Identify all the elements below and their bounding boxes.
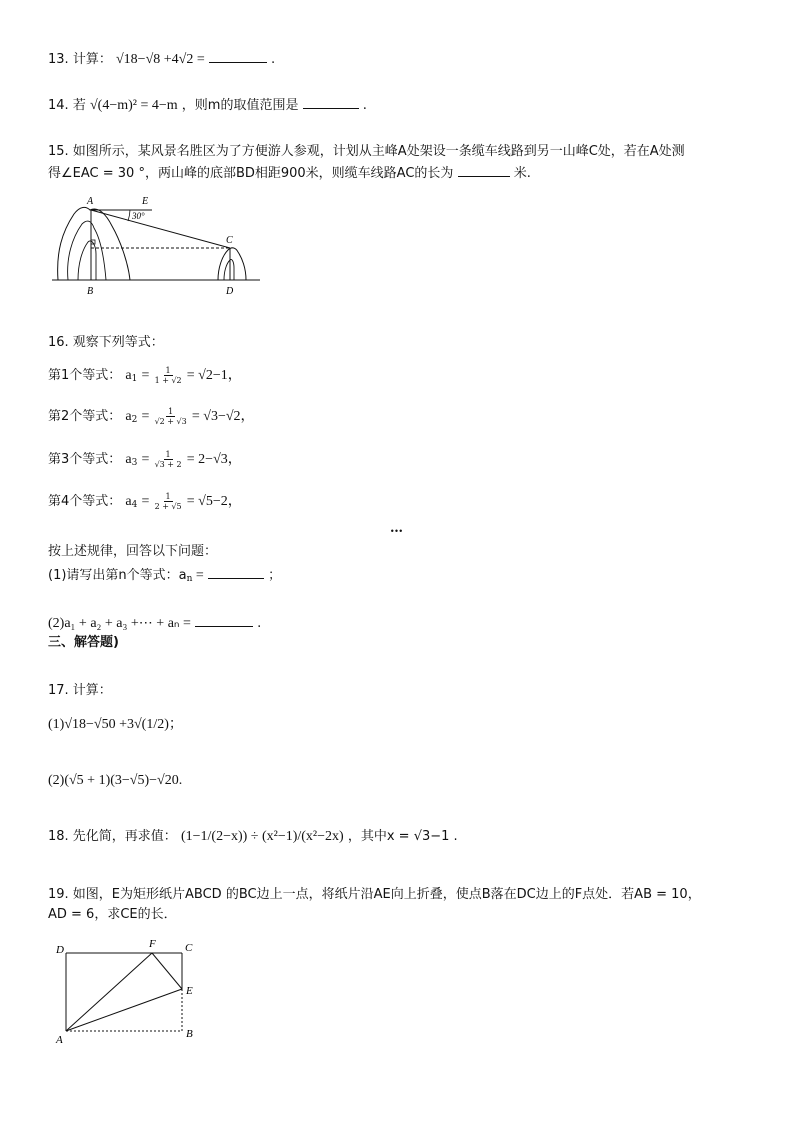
q17-part-1: (1)√18−√50 +3√(1/2)； [48, 717, 183, 732]
eq2-lhs: a [125, 409, 132, 424]
question-18 [48, 828, 458, 846]
label-B: B [186, 1028, 193, 1040]
eq2-rhs: = √3−√2， [191, 409, 255, 424]
label-C: C [185, 942, 193, 954]
q18-text-2: ，其中x = √3−1 . [347, 829, 458, 844]
q16-p2-end: . [257, 616, 262, 631]
question-14 [48, 96, 367, 115]
q14-text-1: 若 [72, 98, 86, 113]
eq1-lhs: a [125, 368, 132, 383]
eq4-lead: 第4个等式： [48, 494, 122, 509]
q13-answer-blank[interactable] [209, 50, 267, 63]
eq3-lead: 第3个等式： [48, 452, 122, 467]
q13-text: 计算： [72, 52, 112, 67]
q19-figure-rectangle [48, 935, 208, 1050]
eq2-lead: 第2个等式： [48, 409, 122, 424]
q19-line-2: AD = 6，求CE的长． [48, 907, 177, 922]
q14-expression: √(4−m)² = 4−m [89, 98, 178, 113]
label-30deg: 30° [132, 211, 145, 221]
eq3-lhs: a [125, 452, 132, 467]
q13-expression: √18−√8 +4√2 = [115, 52, 205, 67]
q16-instruction: 按上述规律，回答以下问题： [48, 544, 218, 559]
q14-text-2: ，则m的取值范围是 [181, 98, 299, 113]
eq4-lhs: a [125, 494, 132, 509]
q15-line-2-end: 米. [513, 166, 531, 181]
line-AF [66, 953, 152, 1031]
question-13 [48, 50, 275, 69]
q15-line-2-text: 得∠EAC = 30 °，两山峰的底部BD相距900米，则缆车线路AC的长为 [48, 166, 454, 181]
eq1-rhs: = √2−1， [186, 368, 242, 383]
q14-end: . [362, 98, 367, 113]
second-peak-outline [218, 248, 246, 280]
q13-end: . [271, 52, 276, 67]
q16-p1-eq: = [192, 568, 204, 583]
fold-line-AE [66, 989, 182, 1031]
section-3-heading: 三、解答题) [48, 635, 119, 650]
q16-p2-answer-blank[interactable] [195, 614, 253, 627]
q15-figure-mountains [48, 192, 263, 302]
q15-answer-blank[interactable] [458, 164, 510, 177]
q16-p1-end: ； [268, 568, 282, 583]
line-FE [152, 953, 182, 989]
label-D: D [226, 286, 234, 297]
q15-line-1: 15. 如图所示，某风景名胜区为了方便游人参观，计划从主峰A处架设一条缆车线路到另一山峰C处，若在A处测 [48, 144, 685, 159]
q16-ellipsis: … [390, 521, 403, 536]
q16-p2-text: (2)a₁ + a₂ + a₃ +⋯ + aₙ = [48, 616, 191, 631]
q16-part-1 [48, 566, 281, 588]
eq1-fraction: $\frac{1}{1 + √2}$ [154, 366, 182, 385]
q14-answer-blank[interactable] [303, 96, 359, 109]
eq4-rhs: = √5−2， [186, 494, 242, 509]
eq3-rhs: = 2−√3， [186, 452, 242, 467]
q16-p1-text: (1)请写出第n个等式：a [48, 568, 187, 583]
q18-text-1: 18. 先化简，再求值： [48, 829, 177, 844]
eq2-fraction: $\frac{1}{√2 + √3}$ [154, 407, 187, 426]
q15-line-2 [48, 164, 531, 183]
eq1-lead: 第1个等式： [48, 368, 122, 383]
q13-number: 13. [48, 52, 69, 67]
q16-title: 16. 观察下列等式： [48, 335, 164, 350]
q16-equation-3: 第3个等式： $a_3$ = $\frac{1}{√3 + 2}$ = 2−√3， [48, 450, 242, 469]
eq3-sub: 3 [131, 458, 138, 468]
q18-expression: (1−1/(2−x)) ÷ (x²−1)/(x²−2x) [180, 829, 344, 844]
q16-equation-2: 第2个等式： $a_2$ = $\frac{1}{√2 + √3}$ = √3−√2， [48, 407, 255, 426]
q16-equation-4: 第4个等式： $a_4$ = $\frac{1}{2 + √5}$ = √5−2， [48, 492, 242, 511]
q19-line-1: 19. 如图，E为矩形纸片ABCD 的BC边上一点，将纸片沿AE向上折叠，使点B落在DC边上的F点处．若AB = 10， [48, 887, 701, 902]
q16-p1-answer-blank[interactable] [208, 566, 264, 579]
label-A: A [87, 196, 94, 207]
eq2-sub: 2 [131, 415, 138, 425]
q17-title: 17. 计算： [48, 683, 112, 698]
q14-number: 14. [48, 98, 69, 113]
q17-part-2: (2)(√5 + 1)(3−√5)−√20. [48, 773, 183, 788]
label-C: C [226, 235, 233, 246]
label-B: B [87, 286, 94, 297]
q16-part-2 [48, 614, 261, 633]
eq1-sub: 1 [131, 374, 138, 384]
cable-line-AC [91, 210, 230, 248]
label-F: F [149, 938, 156, 950]
label-A: A [56, 1034, 63, 1046]
label-E: E [186, 985, 193, 997]
label-D: D [56, 944, 64, 956]
eq4-fraction: $\frac{1}{2 + √5}$ [154, 492, 182, 511]
q16-p1-sub: n [186, 574, 193, 584]
eq4-sub: 4 [131, 500, 138, 510]
label-E: E [142, 196, 149, 207]
eq3-fraction: $\frac{1}{√3 + 2}$ [154, 450, 182, 469]
q16-equation-1: 第1个等式： $a_1$ = $\frac{1}{1 + √2}$ = √2−1， [48, 366, 242, 385]
